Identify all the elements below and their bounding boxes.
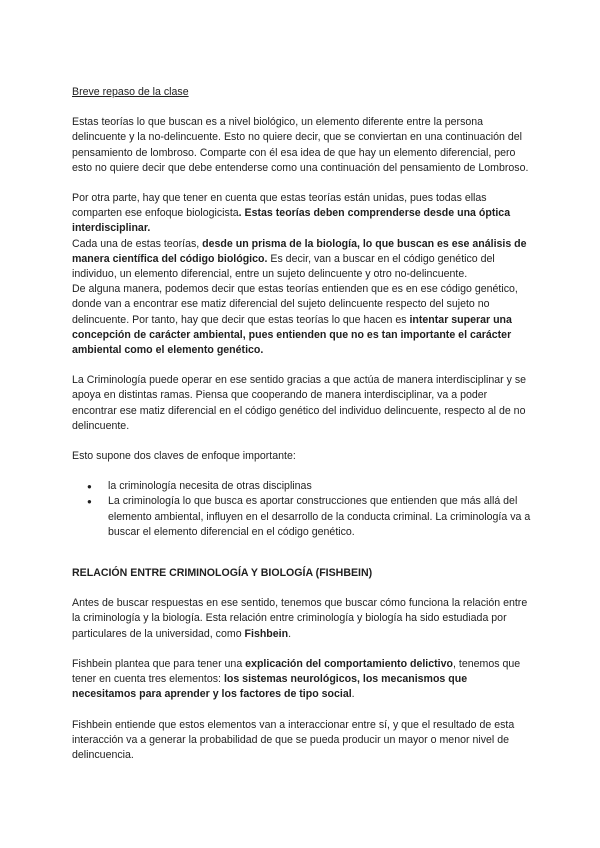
text-run: De alguna manera, podemos decir que estas teorías entienden que es en ese código genético, donde van a encontrar ese matiz diferencial del sujeto delincuente respecto del sujeto no delincuente. Por tanto, hay que decir que estas teorías lo que hacen es: [72, 283, 518, 326]
bullet-list: [72, 479, 532, 540]
text-run: Cada una de estas teorías,: [72, 237, 203, 250]
paragraph-relation: [72, 596, 532, 642]
bold-run: explicación del comportamiento delictivo: [245, 657, 453, 670]
paragraph-two-keys: Esto supone dos claves de enfoque importante:: [72, 450, 296, 463]
section-heading-review: Breve repaso de la clase: [72, 86, 189, 98]
text-run: Fishbein plantea que para tener una: [72, 657, 246, 670]
text-run: .: [351, 688, 355, 701]
bold-run: desde un prisma de la biología, lo que buscan es ese análisis de manera científica del código biológico.: [72, 237, 527, 265]
document-page: [72, 85, 532, 763]
text-run: Antes de buscar respuestas en ese sentido, tenemos que buscar cómo funciona la relación entre la criminología y la biología. Esta relación entre criminología y biología ha sido estudiada por particulares de la universidad, como: [72, 597, 528, 640]
text-run: .: [288, 627, 292, 640]
paragraph-intro: Estas teorías lo que buscan es a nivel biológico, un elemento diferente entre la persona delincuente y la no-delincuente. Esto no quiere decir, que se conviertan en una continuación del pensamiento de lombroso. Comparte con él esa idea de que hay un elemento diferencial, pero esto no quiere decir que debe entenderse como una continuación del pensamiento de Lombroso.: [72, 116, 529, 174]
paragraph-each-theory: [72, 237, 532, 283]
text-run: , tenemos que tener en cuenta tres elementos:: [72, 657, 521, 686]
bold-run: Fishbein: [244, 627, 289, 640]
list-item: ● La criminología lo que busca es aportar construcciones que entienden que más allá del elemento ambiental, influyen en el desarrollo de la conducta criminal. La criminología va a buscar el elemento diferencial en el código genético.: [72, 494, 532, 540]
bold-run: los sistemas neurológicos, los mecanismos que necesitamos para aprender y los factores de tipo social: [72, 673, 468, 701]
bold-run: intentar superar una concepción de carácter ambiental, pues entienden que no es tan importante el carácter ambiental como el elemento genético.: [72, 313, 512, 357]
bold-run: . Estas teorías deben comprenderse desde una óptica interdisciplinar.: [72, 207, 511, 235]
paragraph-united-theories: [72, 191, 532, 237]
text-run: Por otra parte, hay que tener en cuenta que estas teorías están unidas, pues todas ellas comparten ese enfoque biologicista: [72, 192, 487, 220]
list-item: ● la criminología necesita de otras disciplinas: [72, 479, 532, 494]
text-run: Es decir, van a buscar en el código genético del individuo, un elemento diferencial, entre un sujeto delincuente y otro no-delincuente.: [72, 252, 495, 281]
paragraph-three-elements: [72, 657, 532, 703]
paragraph-interaction: Fishbein entiende que estos elementos van a interaccionar entre sí, y que el resultado de esta interacción va a generar la probabilidad de que se pueda producir un mayor o menor nivel de delincuencia.: [72, 718, 515, 761]
section-title-fishbein: RELACIÓN ENTRE CRIMINOLOGÍA Y BIOLOGÍA (FISHBEIN): [72, 567, 373, 580]
paragraph-genetic-code: [72, 282, 532, 358]
paragraph-criminology-interdisciplinary: La Criminología puede operar en ese sentido gracias a que actúa de manera interdisciplinar y se apoya en distintas ramas. Piensa que cooperando de manera interdisciplinar, va a poder encontrar ese matiz diferencial en el código genético del individuo delincuente, respecto al de no delincuente.: [72, 374, 527, 432]
